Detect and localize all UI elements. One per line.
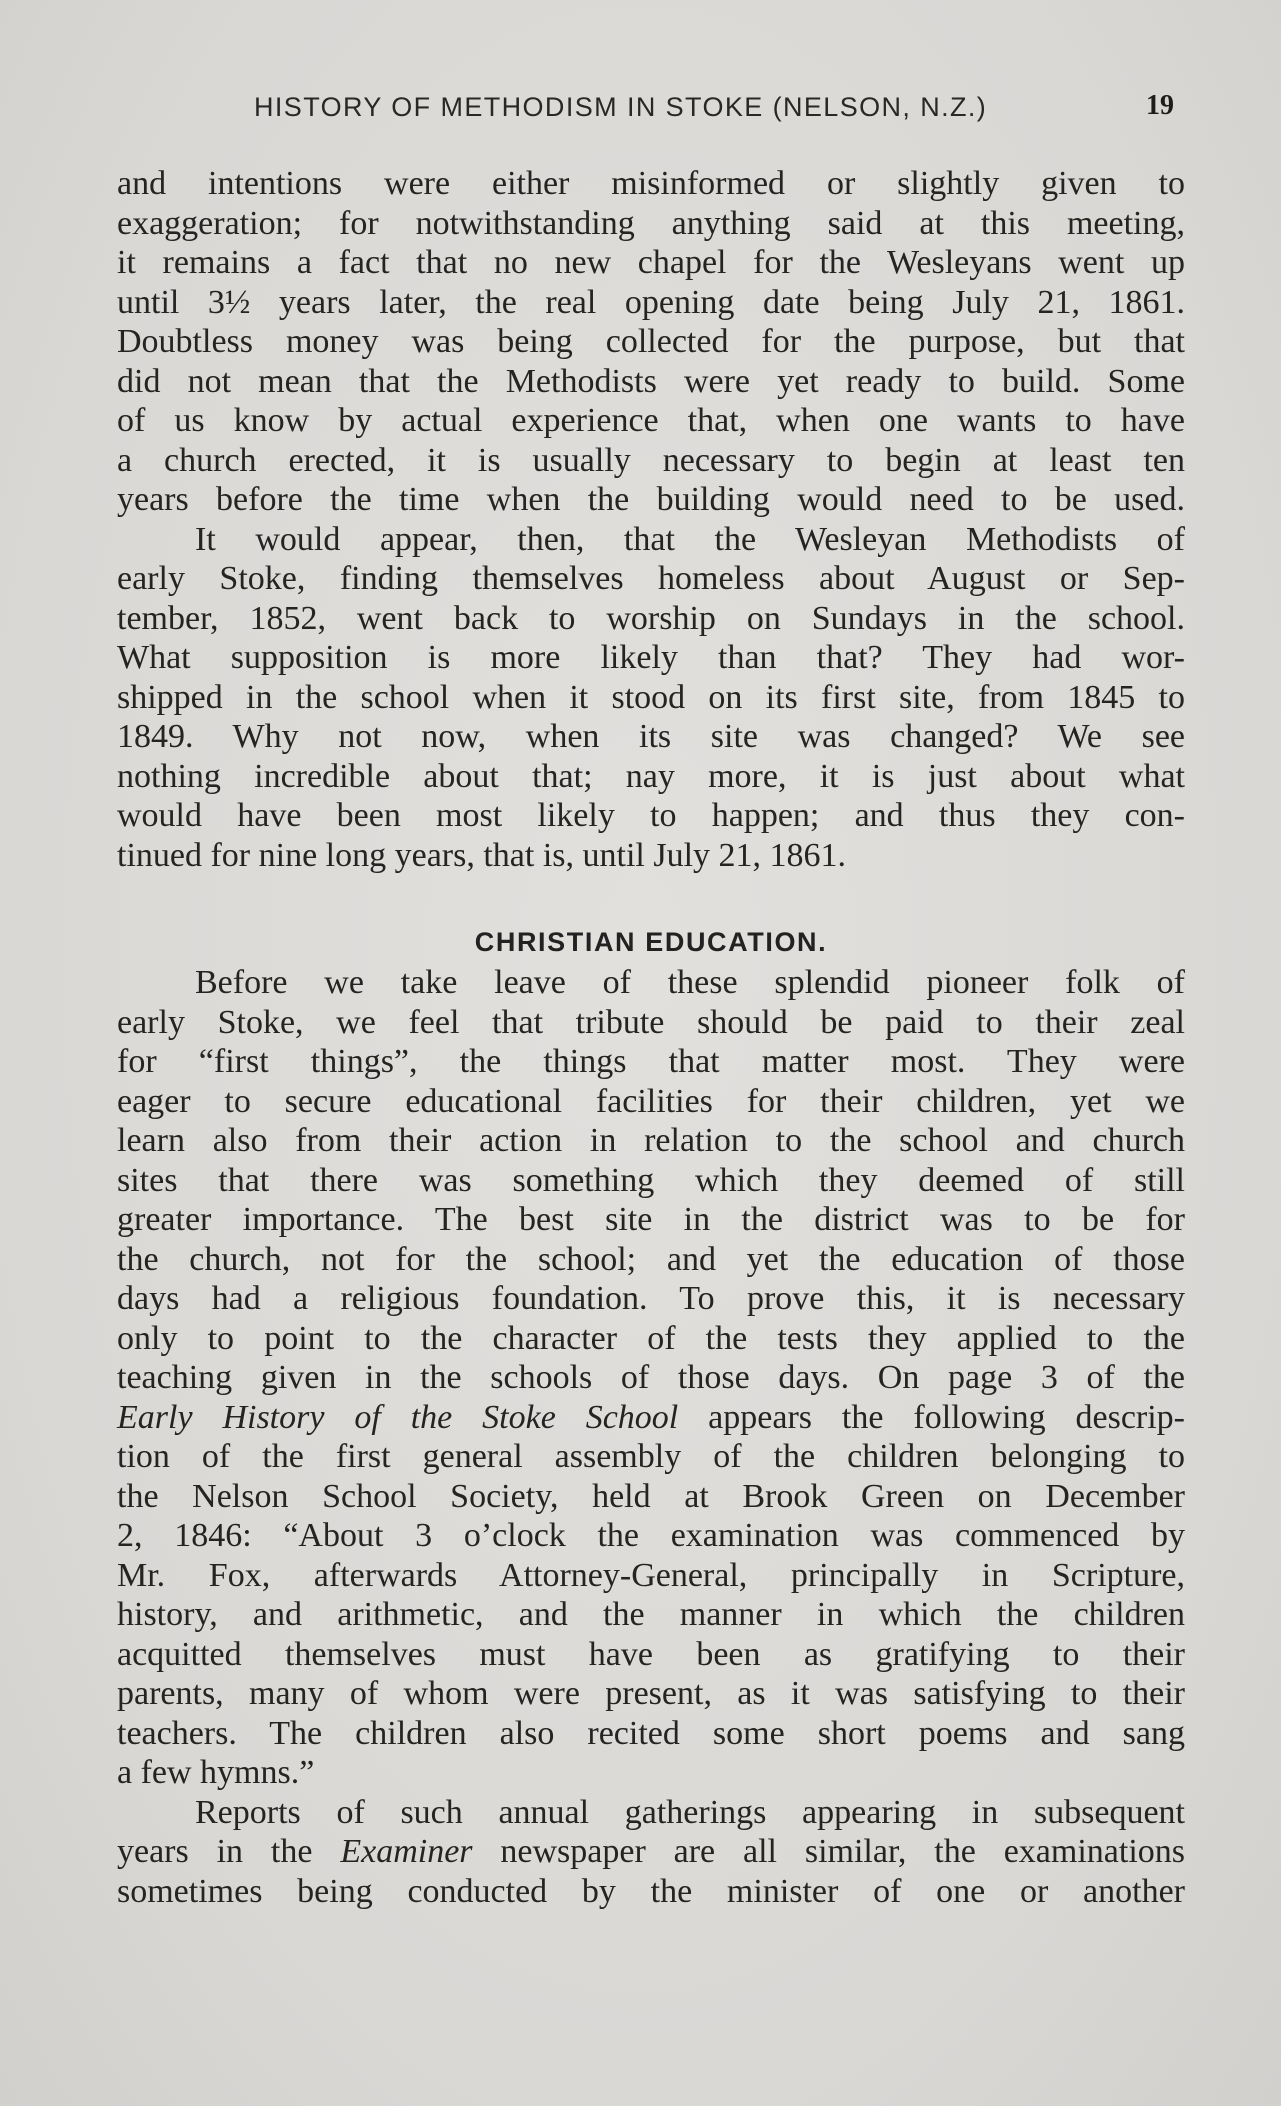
text-line: 2, 1846: “About 3 o’clock the examination was commenced by <box>117 1517 1185 1554</box>
text-line: exaggeration; for notwithstanding anything said at this meeting, <box>117 204 1185 242</box>
newspaper-title: Examiner <box>340 1833 473 1870</box>
text-line: the church, not for the school; and yet the education of those <box>117 1240 1185 1278</box>
text-fragment: appears the following descrip- <box>678 1398 1186 1436</box>
paragraph-block-2 <box>117 963 1185 1911</box>
text-line: for “first things”, the things that matter most. They were <box>117 1043 1185 1080</box>
section-heading: CHRISTIAN EDUCATION. <box>474 927 828 957</box>
text-line: learn also from their action in relation to the school and church <box>117 1122 1185 1159</box>
text-line <box>117 1832 1185 1872</box>
text-line: sites that there was something which they deemed of still <box>117 1161 1185 1199</box>
text-line: Mr. Fox, afterwards Attorney-General, principally in Scripture, <box>117 1556 1185 1594</box>
text-line <box>117 1398 1185 1438</box>
text-line: sometimes being conducted by the minister of one or another <box>117 1872 1185 1910</box>
text-line: Doubtless money was being collected for the purpose, but that <box>117 323 1185 360</box>
paragraph-block-1 <box>117 164 1185 875</box>
text-line: tion of the first general assembly of the children belonging to <box>117 1438 1185 1475</box>
text-line: It would appear, then, that the Wesleyan Methodists of <box>195 520 1185 558</box>
book-title: Early History of the Stoke School <box>117 1398 679 1436</box>
text-line: nothing incredible about that; nay more, it is just about what <box>117 757 1185 795</box>
text-line: history, and arithmetic, and the manner in which the children <box>117 1596 1185 1633</box>
text-line: a church erected, it is usually necessary to begin at least ten <box>117 441 1185 479</box>
text-line: early Stoke, finding themselves homeless about August or Sep- <box>117 560 1185 597</box>
text-line: 1849. Why not now, when its site was changed? We see <box>117 718 1185 755</box>
running-title: HISTORY OF METHODISM IN STOKE (NELSON, N.Z.) <box>254 92 988 122</box>
text-line: and intentions were either misinformed or slightly given to <box>117 165 1185 202</box>
text-line: Reports of such annual gatherings appearing in subsequent <box>195 1793 1185 1831</box>
text-line: the Nelson School Society, held at Brook Green on December <box>117 1477 1185 1515</box>
text-fragment: years in the <box>117 1833 341 1870</box>
text-line: it remains a fact that no new chapel for the Wesleyans went up <box>117 244 1185 281</box>
text-fragment: newspaper are all similar, the examinations <box>472 1833 1185 1870</box>
text-line: acquitted themselves must have been as gratifying to their <box>117 1635 1185 1673</box>
text-line: until 3½ years later, the real opening date being July 21, 1861. <box>117 283 1185 321</box>
text-line: days had a religious foundation. To prove this, it is necessary <box>117 1280 1185 1317</box>
text-line: teaching given in the schools of those days. On page 3 of the <box>117 1359 1185 1396</box>
text-line: of us know by actual experience that, when one wants to have <box>117 402 1185 439</box>
running-head <box>254 92 1174 136</box>
text-line: parents, many of whom were present, as it was satisfying to their <box>117 1675 1185 1712</box>
text-line: teachers. The children also recited some short poems and sang <box>117 1714 1185 1752</box>
text-line: did not mean that the Methodists were yet ready to build. Some <box>117 362 1185 400</box>
text-line: shipped in the school when it stood on its first site, from 1845 to <box>117 678 1185 716</box>
text-line: eager to secure educational facilities for their children, yet we <box>117 1082 1185 1120</box>
text-line: would have been most likely to happen; and thus they con- <box>117 797 1185 834</box>
text-line: years before the time when the building would need to be used. <box>117 481 1185 518</box>
text-line: only to point to the character of the tests they applied to the <box>117 1319 1185 1357</box>
text-line: a few hymns.” <box>117 1754 315 1791</box>
text-line: What supposition is more likely than that? They had wor- <box>117 639 1185 676</box>
text-line: Before we take leave of these splendid pioneer folk of <box>195 964 1185 1001</box>
text-line: greater importance. The best site in the district was to be for <box>117 1201 1185 1238</box>
text-line: tember, 1852, went back to worship on Sundays in the school. <box>117 599 1185 637</box>
text-line: early Stoke, we feel that tribute should be paid to their zeal <box>117 1003 1185 1041</box>
text-line: tinued for nine long years, that is, until July 21, 1861. <box>117 836 847 874</box>
page-number: 19 <box>1146 90 1174 121</box>
